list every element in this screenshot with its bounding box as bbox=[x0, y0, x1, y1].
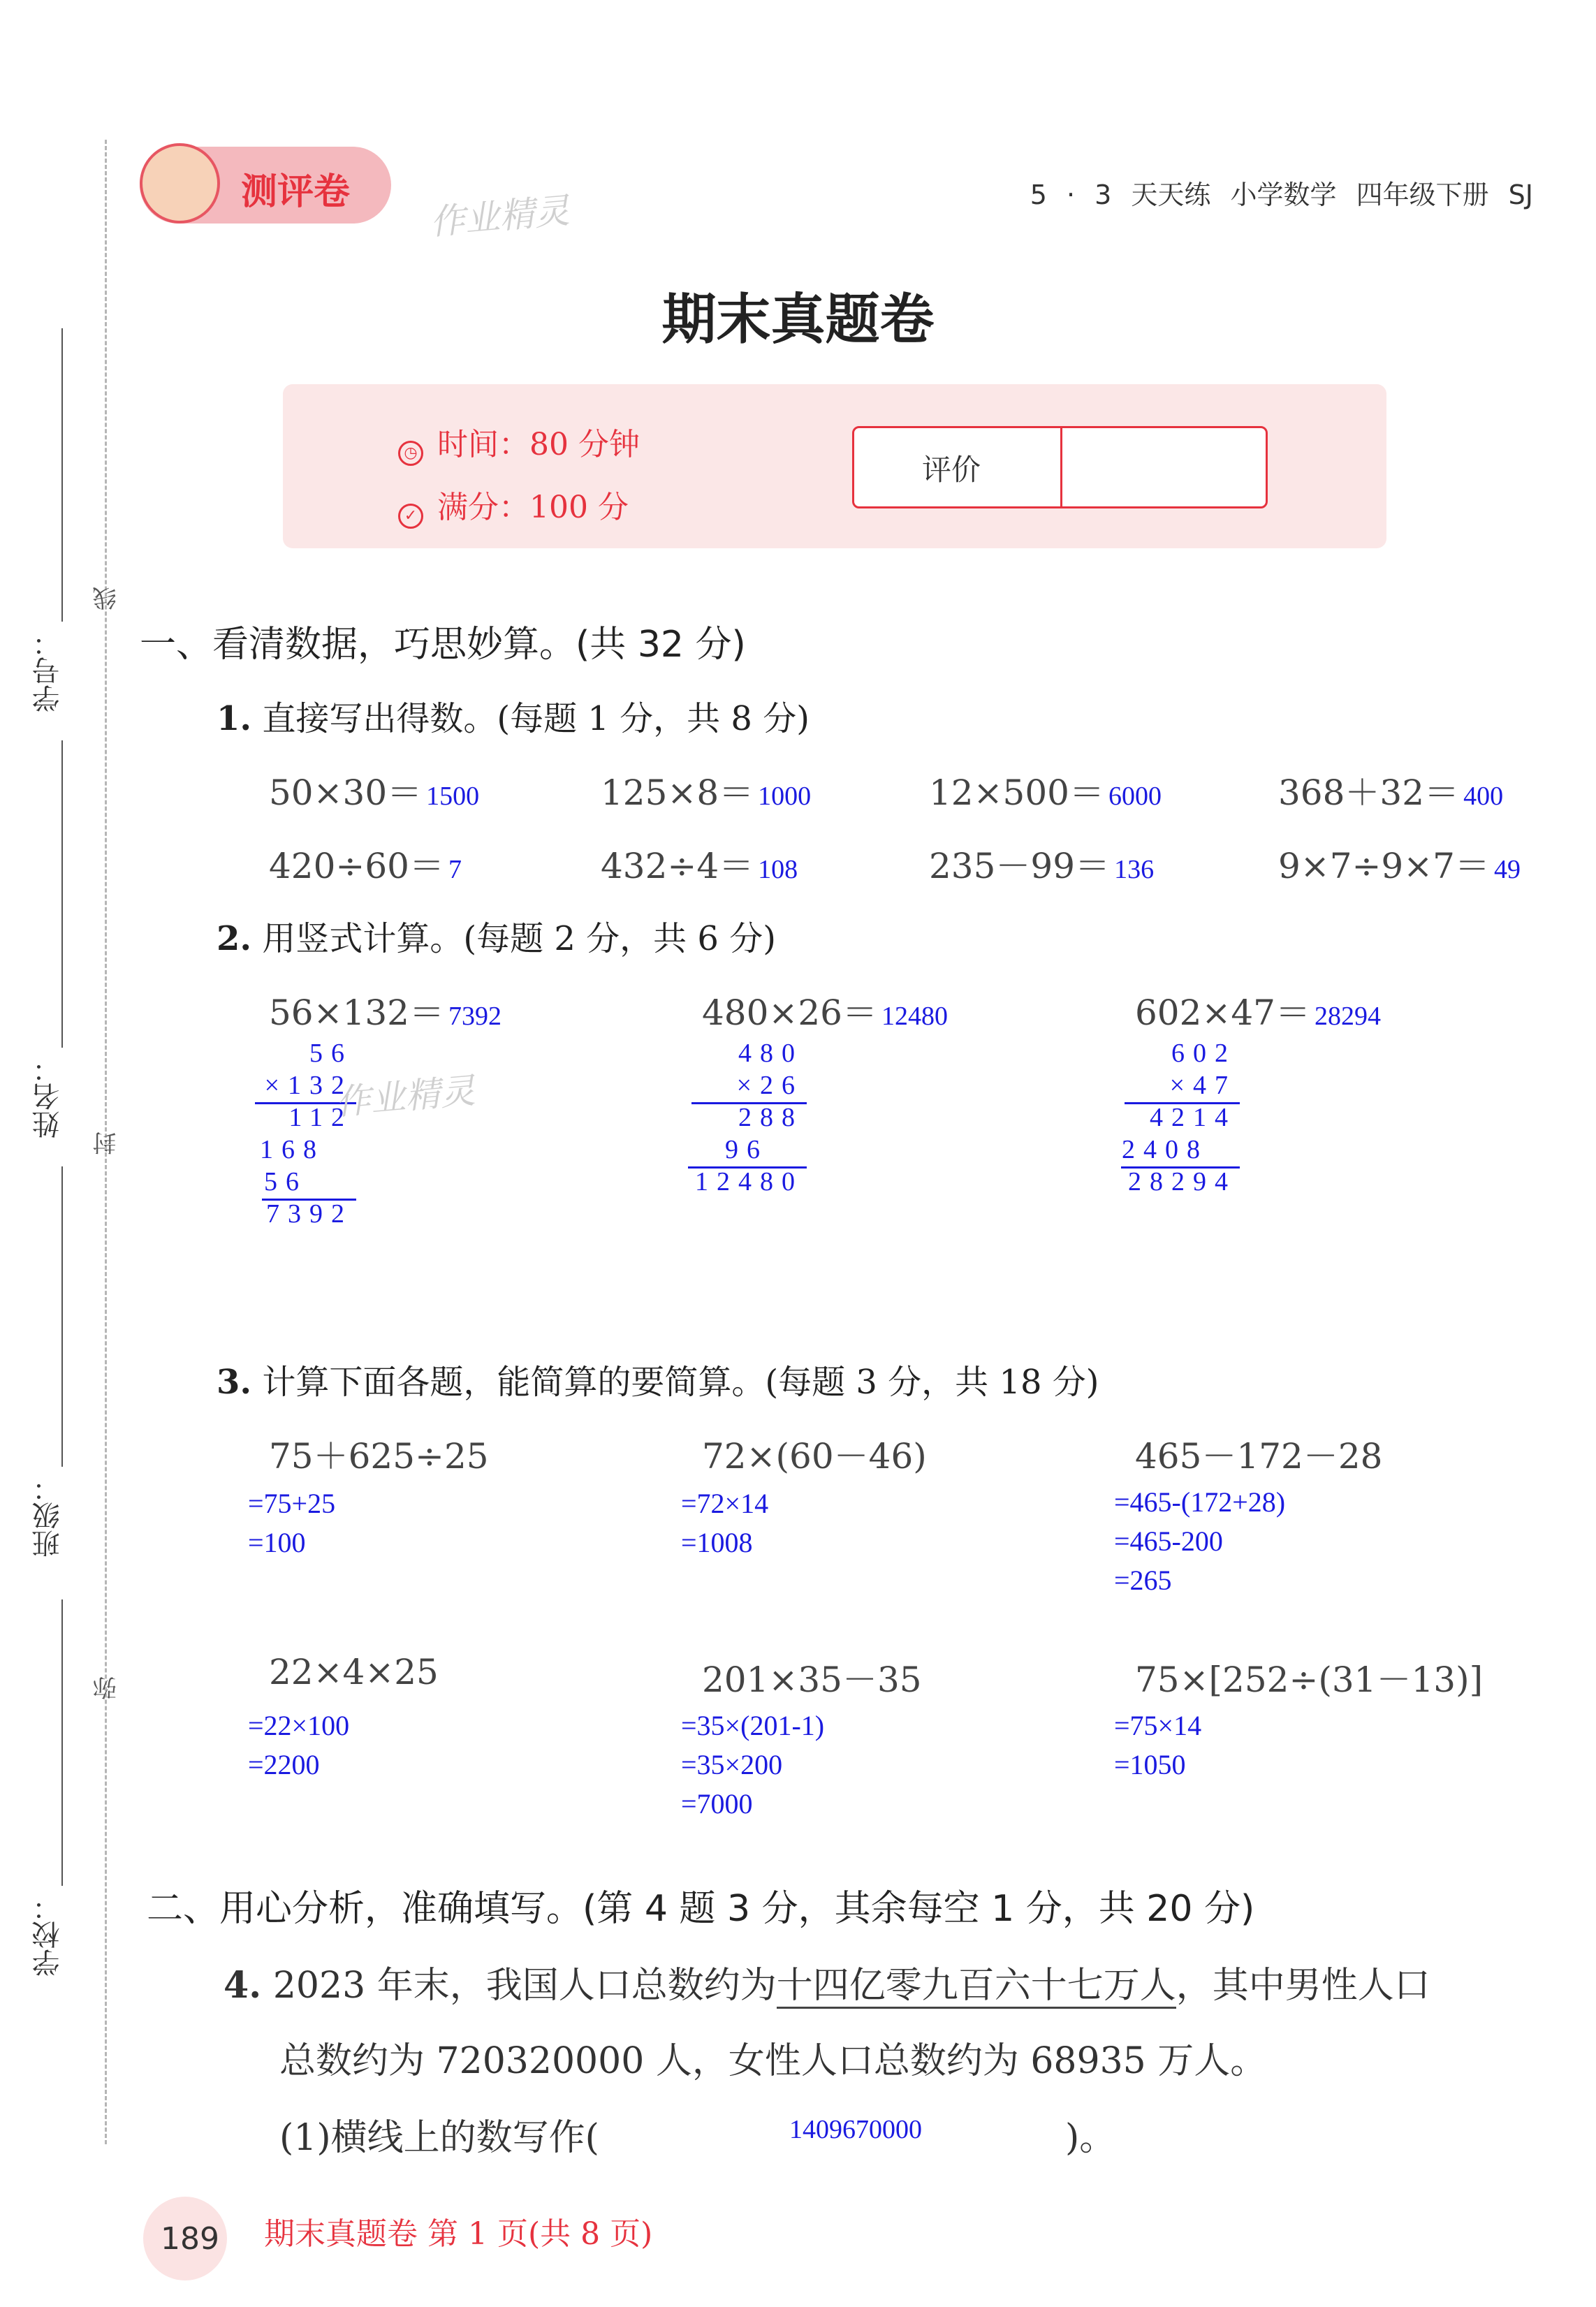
q2-item: 602×47＝ 28294 bbox=[1135, 993, 1381, 1033]
grade-label: 四年级下册 bbox=[1356, 180, 1489, 210]
q3-expression: 22×4×25 bbox=[269, 1652, 439, 1692]
watermark: 作业精灵 bbox=[428, 190, 571, 243]
answer: 28294 bbox=[1314, 1002, 1381, 1031]
clock-icon: ◷ bbox=[398, 441, 423, 466]
answer: 1000 bbox=[758, 782, 812, 811]
vertical-line: 288 bbox=[738, 1103, 803, 1132]
subject-label: 小学数学 bbox=[1230, 180, 1337, 210]
q1-item: 125×8＝ 1000 bbox=[601, 772, 812, 813]
vertical-line: ×132 bbox=[264, 1071, 353, 1100]
name-line bbox=[61, 740, 63, 1048]
q2-number: 2. bbox=[217, 919, 252, 958]
question-2 bbox=[217, 911, 776, 960]
q3-expression: 72×(60－46) bbox=[702, 1436, 927, 1477]
q1-item: 432÷4＝ 108 bbox=[601, 846, 798, 886]
vertical-line: 56 bbox=[309, 1039, 353, 1068]
vertical-line: 2408 bbox=[1122, 1135, 1208, 1164]
q1-item: 9×7÷9×7＝ 49 bbox=[1278, 846, 1521, 886]
vertical-line: 7392 bbox=[266, 1199, 353, 1229]
class-label: 班级： bbox=[32, 1474, 64, 1558]
q1-item: 50×30＝ 1500 bbox=[269, 772, 480, 813]
q3-number: 3. bbox=[217, 1363, 252, 1402]
q3-work: =75+25 =100 bbox=[248, 1488, 336, 1558]
section-2-title: 二、用心分析，准确填写。(第 4 题 3 分，其余每空 1 分，共 20 分) bbox=[147, 1888, 1255, 1930]
seal-char-line: 线 bbox=[93, 587, 121, 610]
section-1-title: 一、看清数据，巧思妙算。(共 32 分) bbox=[140, 624, 746, 666]
q3-expression: 75＋625÷25 bbox=[269, 1436, 489, 1477]
q1-number: 1. bbox=[217, 699, 252, 738]
q1-text: 直接写出得数。(每题 1 分，共 8 分) bbox=[262, 699, 810, 738]
edition-label: SJ bbox=[1508, 180, 1533, 210]
vertical-line: 480 bbox=[738, 1039, 803, 1068]
score-text: 满分：100 分 bbox=[437, 490, 629, 525]
vertical-line: 96 bbox=[725, 1135, 768, 1164]
seal-char-mi: 弥 bbox=[93, 1676, 121, 1700]
vertical-line: 112 bbox=[288, 1103, 353, 1132]
q3-work: =75×14 =1050 bbox=[1114, 1710, 1202, 1780]
mascot-icon bbox=[140, 143, 220, 224]
evaluation-label: 评价 bbox=[922, 453, 981, 487]
score-info bbox=[398, 482, 629, 529]
vertical-line: ×47 bbox=[1169, 1071, 1236, 1100]
seal-char-feng: 封 bbox=[93, 1131, 121, 1155]
answer: 6000 bbox=[1108, 782, 1162, 811]
footer-text: 期末真题卷 第 1 页(共 8 页) bbox=[264, 2216, 653, 2252]
answer: 7 bbox=[448, 855, 462, 884]
q1-item: 420÷60＝ 7 bbox=[269, 846, 462, 886]
vertical-line: ×26 bbox=[736, 1071, 803, 1100]
q2-text: 用竖式计算。(每题 2 分，共 6 分) bbox=[262, 919, 776, 958]
school-line bbox=[61, 1599, 63, 1886]
vertical-line: 56 bbox=[264, 1167, 307, 1196]
name-label: 姓名： bbox=[32, 1055, 64, 1138]
vertical-line: 168 bbox=[260, 1135, 325, 1164]
q4-number: 4. bbox=[224, 1964, 262, 2007]
school-label: 学校： bbox=[32, 1893, 64, 1977]
answer: 49 bbox=[1493, 855, 1521, 884]
vertical-line: 4214 bbox=[1150, 1103, 1236, 1132]
book-info bbox=[1030, 173, 1533, 212]
answer: 7392 bbox=[448, 1002, 502, 1031]
q4-sub1-close: )。 bbox=[1065, 2117, 1116, 2159]
q3-work: =465-(172+28) =465-200 =265 bbox=[1114, 1486, 1286, 1596]
question-4-line-2: 总数约为 720320000 人，女性人口总数约为 68935 万人。 bbox=[279, 2040, 1267, 2082]
q1-item: 12×500＝ 6000 bbox=[929, 772, 1162, 813]
check-icon: ✓ bbox=[398, 504, 423, 529]
answer: 400 bbox=[1463, 782, 1504, 811]
series-label: 5 · 3 天天练 bbox=[1030, 180, 1211, 210]
q1-item: 368＋32＝ 400 bbox=[1278, 772, 1504, 813]
evaluation-divider bbox=[1060, 426, 1062, 508]
page-title: 期末真题卷 bbox=[661, 288, 935, 351]
watermark: 作业精灵 bbox=[334, 1070, 477, 1123]
class-line bbox=[61, 1166, 63, 1467]
q3-work: =35×(201-1) =35×200 =7000 bbox=[681, 1710, 825, 1819]
underlined-number: 十四亿零九百六十七万人 bbox=[777, 1965, 1176, 2009]
question-1 bbox=[217, 691, 810, 740]
q1-item: 235－99＝ 136 bbox=[929, 846, 1155, 886]
answer: 1500 bbox=[426, 782, 480, 811]
q3-work: =22×100 =2200 bbox=[248, 1710, 350, 1780]
answer: 136 bbox=[1114, 855, 1155, 884]
student-id-label: 学号： bbox=[32, 629, 64, 712]
question-3 bbox=[217, 1355, 1099, 1403]
q2-item: 480×26＝ 12480 bbox=[702, 993, 948, 1033]
q3-work: =72×14 =1008 bbox=[681, 1488, 769, 1558]
vertical-line: 602 bbox=[1171, 1039, 1236, 1068]
vertical-line: 28294 bbox=[1128, 1167, 1236, 1196]
question-4-line-1: 4. 2023 年末，我国人口总数约为十四亿零九百六十七万人，其中男性人口 bbox=[224, 1956, 1430, 2008]
answer: 108 bbox=[758, 855, 798, 884]
q3-expression: 465－172－28 bbox=[1135, 1436, 1383, 1477]
q3-expression: 201×35－35 bbox=[702, 1660, 922, 1700]
q3-text: 计算下面各题，能简算的要简算。(每题 3 分，共 18 分) bbox=[262, 1363, 1099, 1402]
question-4-sub-1: (1)横线上的数写作( bbox=[279, 2117, 599, 2159]
answer: 12480 bbox=[881, 1002, 948, 1031]
badge-label: 测评卷 bbox=[241, 171, 351, 213]
page-number: 189 bbox=[161, 2221, 219, 2257]
time-info bbox=[398, 419, 640, 466]
q3-expression: 75×[252÷(31－13)] bbox=[1135, 1660, 1484, 1700]
vertical-line: 12480 bbox=[695, 1167, 803, 1196]
student-id-line bbox=[61, 328, 63, 622]
q4-sub1-answer: 1409670000 bbox=[789, 2115, 922, 2144]
time-text: 时间：80 分钟 bbox=[437, 427, 640, 462]
q2-item: 56×132＝ 7392 bbox=[269, 993, 502, 1033]
